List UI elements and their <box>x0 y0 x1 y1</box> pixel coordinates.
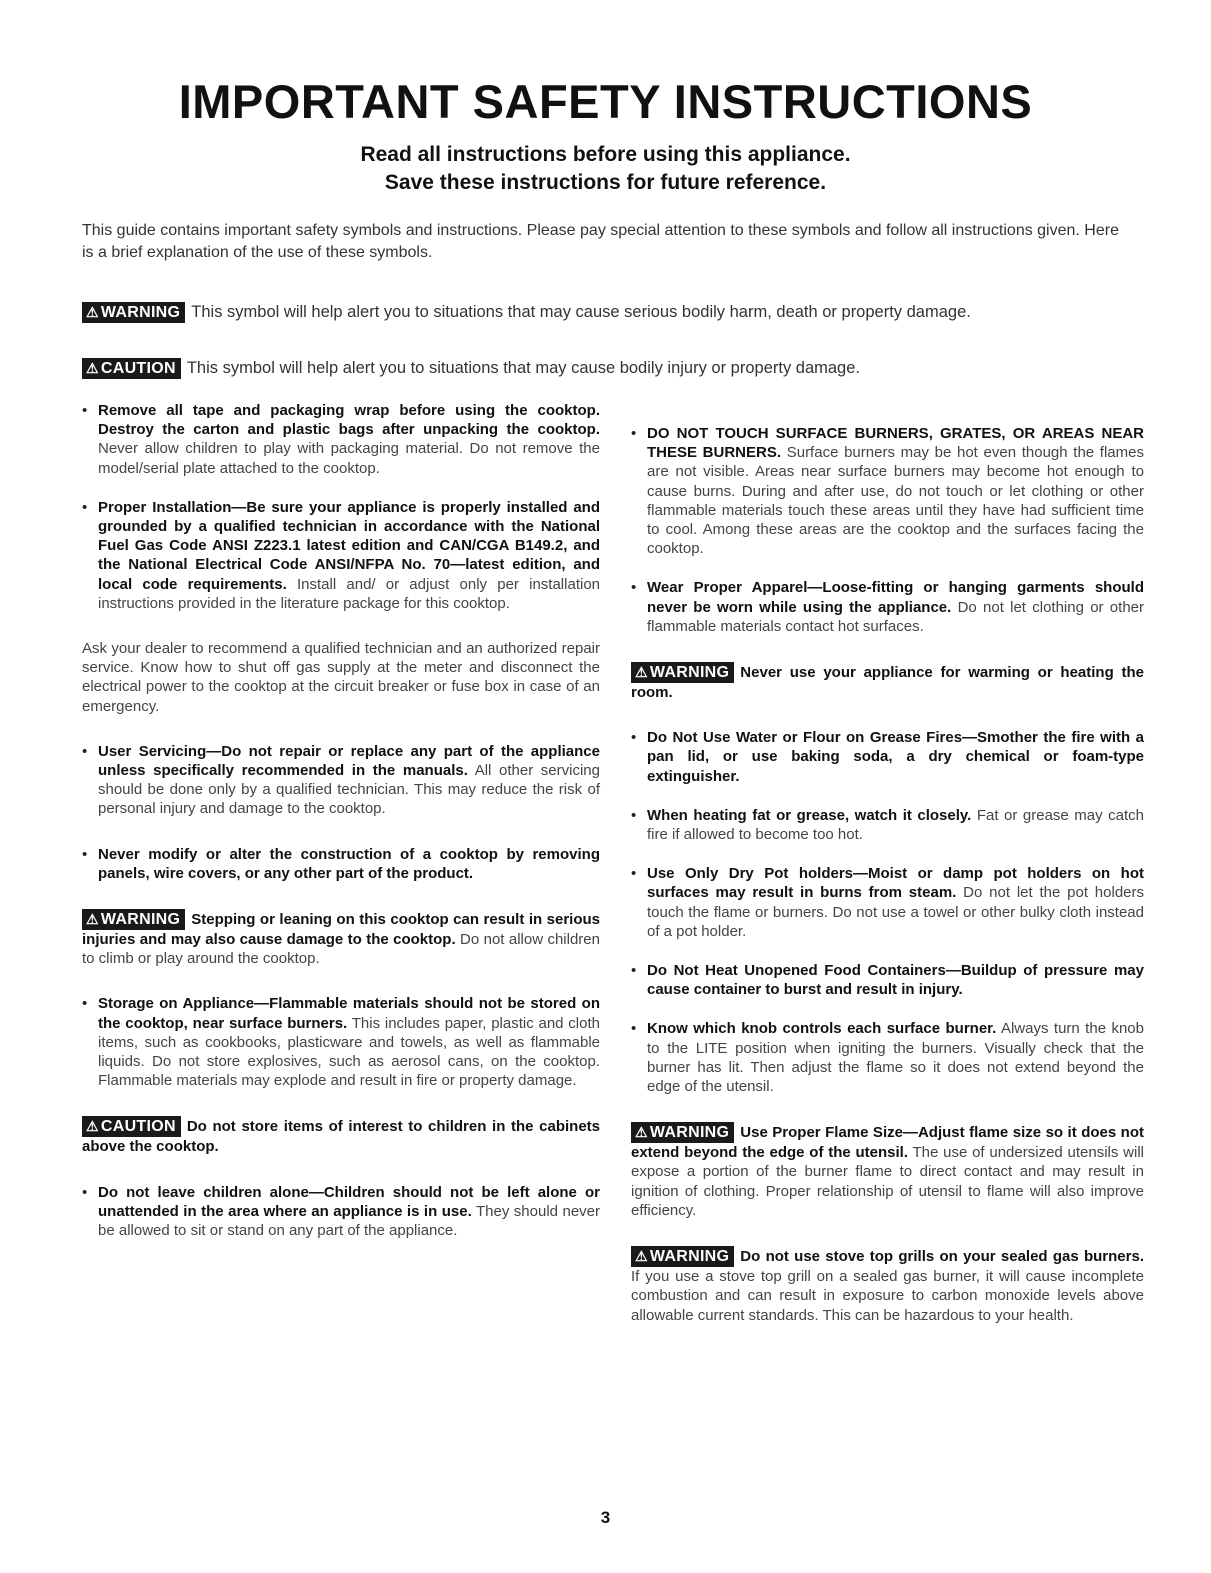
warning-note: ⚠ WARNING Stepping or leaning on this cooktop can result in serious injuries and may also cause damage to the cooktop. Do not allow children to climb or play around the cooktop. <box>82 911 600 968</box>
warning-triangle-icon: ⚠ <box>86 911 99 928</box>
warning-triangle-icon: ⚠ <box>635 1124 648 1141</box>
warning-badge: ⚠ WARNING <box>631 662 734 683</box>
legend-warning <box>82 301 1142 323</box>
legend-caution-text: This symbol will help alert you to situations that may cause bodily injury or property damage. <box>186 359 860 377</box>
warning-triangle-icon: ⚠ <box>86 360 99 376</box>
caution-badge: ⚠ CAUTION <box>82 358 181 379</box>
page-number: 3 <box>600 1508 611 1527</box>
warning-triangle-icon: ⚠ <box>86 304 99 320</box>
warning-badge: ⚠ WARNING <box>631 1122 734 1143</box>
caution-badge: ⚠ CAUTION <box>82 1116 181 1137</box>
subtitle-save-instructions: Save these instructions for future reference. <box>384 171 827 194</box>
warning-note: ⚠ WARNING Never use your appliance for warming or heating the room. <box>631 664 1144 702</box>
page-title: IMPORTANT SAFETY INSTRUCTIONS <box>178 75 1033 128</box>
list-item: • DO NOT TOUCH SURFACE BURNERS, GRATES, OR AREAS NEAR THESE BURNERS. Surface burners may be hot even though the flames are not visible. Areas near surface burners may become hot enough to cause burns. During and after use, do not touch or let clothing or other flammable materials touch these areas until they have had sufficient time to cool. Among these areas are the cooktop and the surfaces facing the cooktop. <box>631 424 1144 558</box>
legend-warning-text: This symbol will help alert you to situations that may cause serious bodily harm, death or property damage. <box>191 303 971 321</box>
list-item: • Proper Installation—Be sure your appliance is properly installed and grounded by a qualified technician in accordance with the National Fuel Gas Code ANSI Z223.1 latest edition and CAN/CGA B149.2, and the National Electrical Code ANSI/NFPA No. 70—latest edition, and local code requirements. Install and/ or adjust only per installation instructions provided in the literature package for this cooktop. <box>82 498 600 613</box>
subtitle-read-instructions: Read all instructions before using this appliance. <box>360 143 851 166</box>
caution-note: ⚠ CAUTION Do not store items of interest to children in the cabinets above the cooktop. <box>82 1118 600 1156</box>
warning-triangle-icon: ⚠ <box>635 664 648 681</box>
warning-triangle-icon: ⚠ <box>86 1118 99 1135</box>
right-column <box>631 424 1144 1325</box>
warning-triangle-icon: ⚠ <box>635 1248 648 1265</box>
list-item: • Do Not Heat Unopened Food Containers—Buildup of pressure may cause container to burst and result in injury. <box>631 961 1144 999</box>
warning-note: ⚠ WARNING Do not use stove top grills on your sealed gas burners. If you use a stove top grill on a sealed gas burner, it will cause incomplete combustion and can result in exposure to carbon monoxide levels above allowable current standards. This can be hazardous to your health. <box>631 1248 1144 1324</box>
warning-badge: ⚠ WARNING <box>82 302 185 323</box>
list-item: • Remove all tape and packaging wrap before using the cooktop. Destroy the carton and plastic bags after unpacking the cooktop. Never allow children to play with packaging material. Do not remove the model/serial plate attached to the cooktop. <box>82 401 600 478</box>
warning-badge: ⚠ WARNING <box>82 909 185 930</box>
intro-paragraph: This guide contains important safety symbols and instructions. Please pay special attention to these symbols and follow all instructions given. Here is a brief explanation of the use of these symbols. <box>82 222 1119 261</box>
paragraph: Ask your dealer to recommend a qualified technician and an authorized repair service. Know how to shut off gas supply at the meter and disconnect the electrical power to the cooktop at the circuit breaker or fuse box in case of an emergency. <box>82 640 600 715</box>
list-item: • Do Not Use Water or Flour on Grease Fires—Smother the fire with a pan lid, or use baking soda, a dry chemical or foam-type extinguisher. <box>631 728 1144 786</box>
warning-note: ⚠ WARNING Use Proper Flame Size—Adjust flame size so it does not extend beyond the edge of the utensil. The use of undersized utensils will expose a portion of the burner flame to direct contact and may result in ignition of clothing. Proper relationship of utensil to flame will also improve efficiency. <box>631 1124 1144 1219</box>
list-item: • Know which knob controls each surface burner. Always turn the knob to the LITE position when igniting the burners. Visually check that the burner has lit. Then adjust the flame so it does not extend beyond the edge of the utensil. <box>631 1019 1144 1096</box>
list-item: • Use Only Dry Pot holders—Moist or damp pot holders on hot surfaces may result in burns from steam. Do not let the pot holders touch the flame or burners. Do not use a towel or other bulky cloth instead of a pot holder. <box>631 864 1144 941</box>
left-column <box>82 401 600 1240</box>
list-item: • User Servicing—Do not repair or replace any part of the appliance unless specifically recommended in the manuals. All other servicing should be done only by a qualified technician. This may reduce the risk of personal injury and damage to the cooktop. <box>82 742 600 819</box>
warning-badge: ⚠ WARNING <box>631 1246 734 1267</box>
list-item: • Storage on Appliance—Flammable materials should not be stored on the cooktop, near surface burners. This includes paper, plastic and cloth items, such as cookbooks, plasticware and towels, as well as flammable liquids. Do not store explosives, such as aerosol cans, on the cooktop. Flammable materials may explode and result in fire or property damage. <box>82 994 600 1090</box>
legend-caution <box>82 357 1142 379</box>
list-item: • When heating fat or grease, watch it closely. Fat or grease may catch fire if allowed to become too hot. <box>631 806 1144 844</box>
list-item: • Never modify or alter the construction of a cooktop by removing panels, wire covers, or any other part of the product. <box>82 845 600 883</box>
list-item: • Do not leave children alone—Children should not be left alone or unattended in the area where an appliance is in use. They should never be allowed to sit or stand on any part of the appliance. <box>82 1183 600 1241</box>
list-item: • Wear Proper Apparel—Loose-fitting or hanging garments should never be worn while using the appliance. Do not let clothing or other flammable materials contact hot surfaces. <box>631 578 1144 636</box>
